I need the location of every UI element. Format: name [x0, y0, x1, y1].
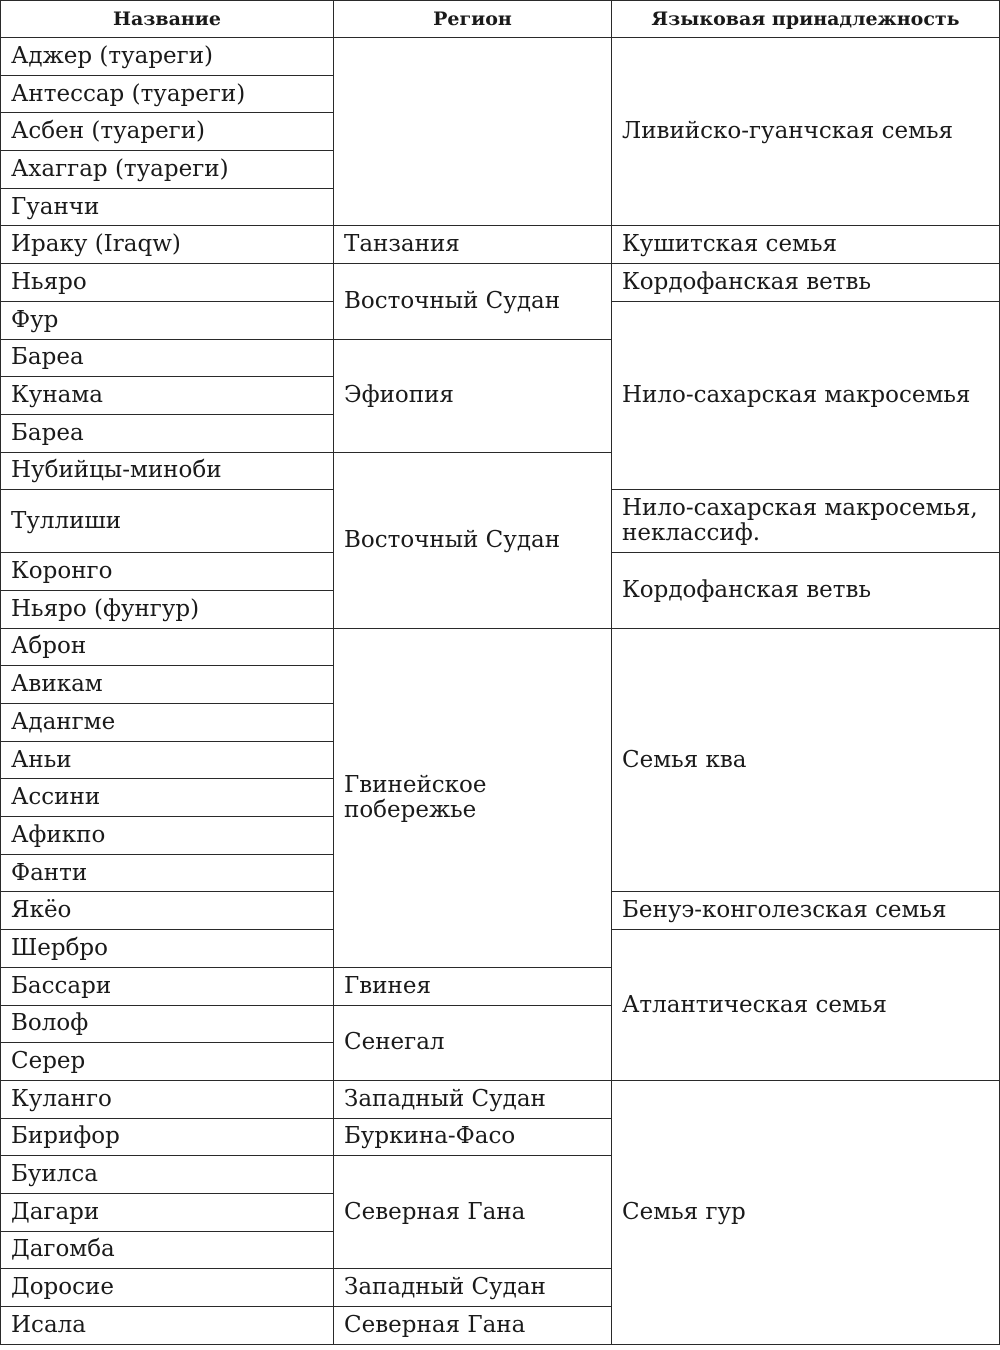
- name-cell: Ассини: [1, 779, 334, 817]
- name-cell: Ньяро (фунгур): [1, 590, 334, 628]
- name-cell: Бассари: [1, 967, 334, 1005]
- name-cell: Адангме: [1, 704, 334, 742]
- name-cell: Коронго: [1, 553, 334, 591]
- region-cell: Гвинейское побережье: [334, 628, 612, 967]
- name-cell: Аджер (туареги): [1, 38, 334, 76]
- name-cell: Волоф: [1, 1005, 334, 1043]
- name-cell: Буилса: [1, 1156, 334, 1194]
- language-cell: Ливийско-гуанчская семья: [612, 38, 1000, 226]
- region-cell: Северная Гана: [334, 1156, 612, 1269]
- name-cell: Афикпо: [1, 817, 334, 855]
- region-cell: Северная Гана: [334, 1307, 612, 1345]
- language-cell: Нило-сахарская макросемья: [612, 301, 1000, 489]
- name-cell: Кунама: [1, 377, 334, 415]
- table-row: [1, 264, 1000, 302]
- region-cell: Буркина-Фасо: [334, 1118, 612, 1156]
- region-cell: [334, 38, 612, 226]
- region-cell: Эфиопия: [334, 339, 612, 452]
- table-row: [1, 1080, 1000, 1118]
- name-cell: Бареа: [1, 414, 334, 452]
- header-name: Название: [1, 1, 334, 38]
- name-cell: Якёо: [1, 892, 334, 930]
- name-cell: Асбен (туареги): [1, 113, 334, 151]
- table-row: [1, 628, 1000, 666]
- name-cell: Ахаггар (туареги): [1, 151, 334, 189]
- name-cell: Дагари: [1, 1193, 334, 1231]
- name-cell: Нубийцы-миноби: [1, 452, 334, 490]
- language-cell: Кордофанская ветвь: [612, 553, 1000, 628]
- region-cell: Восточный Судан: [334, 452, 612, 628]
- name-cell: Туллиши: [1, 490, 334, 553]
- name-cell: Куланго: [1, 1080, 334, 1118]
- region-cell: Восточный Судан: [334, 264, 612, 339]
- region-cell: Западный Судан: [334, 1080, 612, 1118]
- table-row: [1, 38, 1000, 76]
- language-cell: Атлантическая семья: [612, 930, 1000, 1081]
- name-cell: Доросие: [1, 1269, 334, 1307]
- name-cell: Серер: [1, 1043, 334, 1081]
- name-cell: Бирифор: [1, 1118, 334, 1156]
- region-cell: Гвинея: [334, 967, 612, 1005]
- language-cell: Кушитская семья: [612, 226, 1000, 264]
- name-cell: Исала: [1, 1307, 334, 1345]
- language-cell: Семья гур: [612, 1080, 1000, 1344]
- language-cell: Бенуэ-конголезская семья: [612, 892, 1000, 930]
- name-cell: Бареа: [1, 339, 334, 377]
- header-row: [1, 1, 1000, 38]
- name-cell: Аброн: [1, 628, 334, 666]
- name-cell: Ираку (Iraqw): [1, 226, 334, 264]
- name-cell: Ньяро: [1, 264, 334, 302]
- language-cell: Нило-сахарская макросемья, неклассиф.: [612, 490, 1000, 553]
- name-cell: Фур: [1, 301, 334, 339]
- name-cell: Фанти: [1, 854, 334, 892]
- name-cell: Авикам: [1, 666, 334, 704]
- name-cell: Шербро: [1, 930, 334, 968]
- language-cell: Семья ква: [612, 628, 1000, 892]
- name-cell: Аньи: [1, 741, 334, 779]
- region-cell: Сенегал: [334, 1005, 612, 1080]
- language-cell: Кордофанская ветвь: [612, 264, 1000, 302]
- name-cell: Дагомба: [1, 1231, 334, 1269]
- header-region: Регион: [334, 1, 612, 38]
- region-cell: Танзания: [334, 226, 612, 264]
- name-cell: Антессар (туареги): [1, 75, 334, 113]
- name-cell: Гуанчи: [1, 188, 334, 226]
- table-row: [1, 226, 1000, 264]
- header-language: Языковая принадлежность: [612, 1, 1000, 38]
- region-cell: Западный Судан: [334, 1269, 612, 1307]
